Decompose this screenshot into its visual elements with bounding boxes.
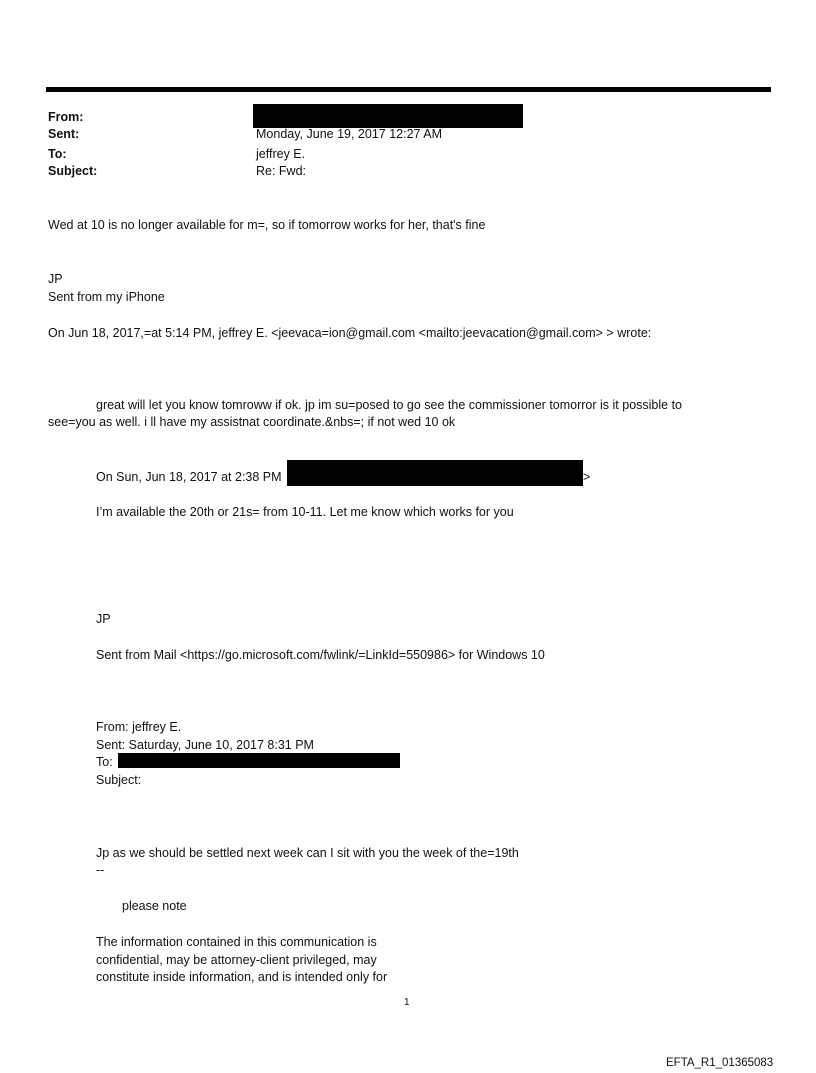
quote-intro-2-end: >	[583, 470, 591, 484]
signature-initials: JP	[96, 612, 111, 626]
fwd-subject: Subject:	[96, 773, 142, 787]
signature-initials: JP	[48, 272, 63, 286]
fwd-sent: Sent: Saturday, June 10, 2017 8:31 PM	[96, 738, 314, 752]
subject-label: Subject:	[48, 164, 98, 178]
disclaimer-line: constitute inside information, and is intended only for	[96, 970, 388, 984]
quoted-line: great will let you know tomroww if ok. jp im su=posed to go see the commissioner tomorror is it possible to	[96, 398, 683, 412]
body-line: Wed at 10 is no longer available for m=, so if tomorrow works for her, that's fine	[48, 218, 486, 232]
fwd-note: please note	[122, 899, 187, 913]
from-label: From:	[48, 110, 84, 124]
redaction-recipient	[118, 753, 400, 768]
disclaimer-line: The information contained in this communication is	[96, 935, 377, 949]
to-label: To:	[48, 147, 67, 161]
sent-value: Monday, June 19, 2017 12:27 AM	[256, 127, 443, 141]
signature-device: Sent from my iPhone	[48, 290, 165, 304]
quoted-line: I’m available the 20th or 21s= from 10-11. Let me know which works for you	[96, 505, 514, 519]
quote-intro: On Jun 18, 2017,=at 5:14 PM, jeffrey E. <jeevaca=ion@gmail.com <mailto:jeevacation@gmail.com> > wrote:	[48, 326, 652, 340]
disclaimer-line: confidential, may be attorney-client privileged, may	[96, 953, 377, 967]
redaction-from	[253, 104, 523, 128]
to-value: jeffrey E.	[256, 147, 306, 161]
quoted-line: see=you as well. i ll have my assistnat coordinate.&nbs=; if not wed 10 ok	[48, 415, 456, 429]
sent-label: Sent:	[48, 127, 80, 141]
document-reference: EFTA_R1_01365083	[666, 1057, 774, 1069]
mail-signature: Sent from Mail <https://go.microsoft.com/fwlink/=LinkId=550986> for Windows 10	[96, 648, 545, 662]
header-rule	[46, 87, 771, 92]
quote-intro-2: On Sun, Jun 18, 2017 at 2:38 PM	[96, 470, 282, 484]
redaction-sender	[287, 460, 583, 486]
fwd-from: From: jeffrey E.	[96, 720, 182, 734]
page-number: 1	[404, 997, 410, 1008]
fwd-to: To:	[96, 755, 113, 769]
subject-value: Re: Fwd:	[256, 164, 307, 178]
fwd-message: Jp as we should be settled next week can I sit with you the week of the=19th	[96, 846, 519, 860]
fwd-separator: --	[96, 863, 105, 877]
